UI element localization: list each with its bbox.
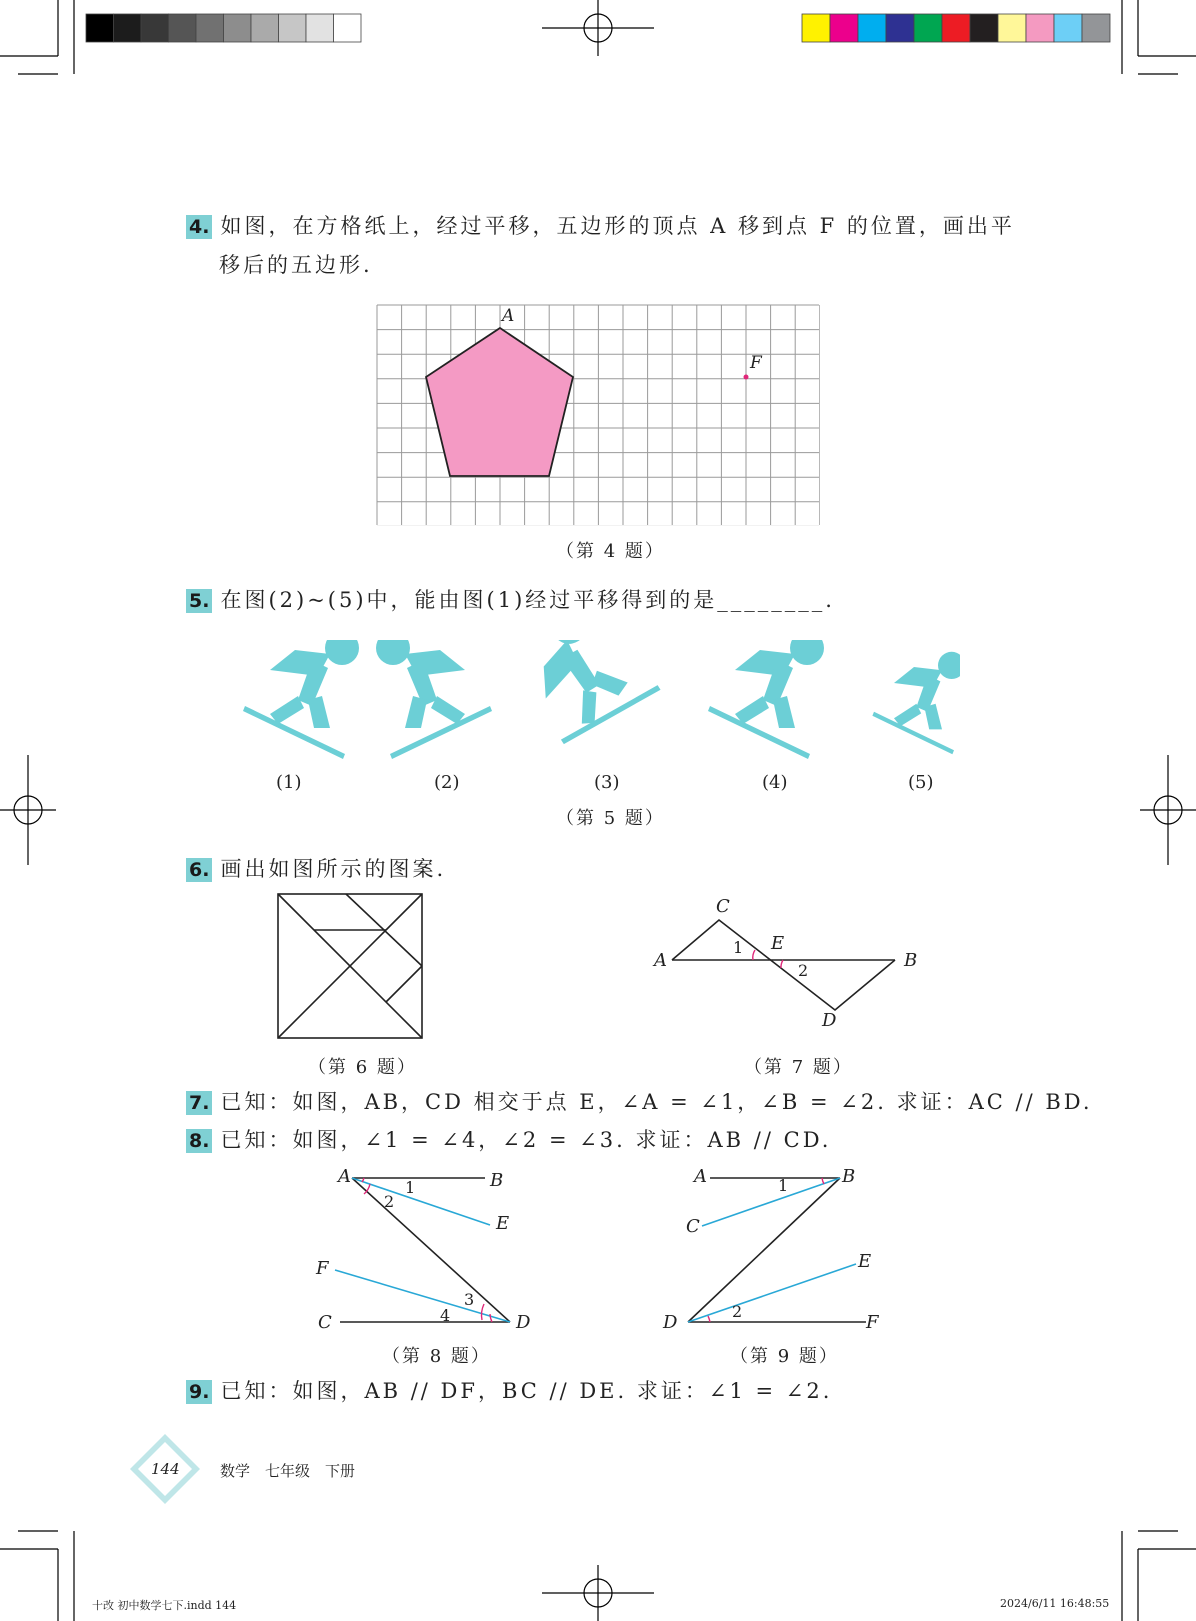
question-text: 已知：如图，AB // DF，BC // DE. 求证：∠1 = ∠2. bbox=[220, 1379, 833, 1403]
fig7-angle-2: 2 bbox=[798, 961, 809, 980]
color-swatch bbox=[1082, 14, 1110, 42]
color-swatch bbox=[858, 14, 886, 42]
fig9-label-f: F bbox=[866, 1312, 879, 1333]
grayscale-bar bbox=[86, 14, 361, 42]
fig8-label-a: A bbox=[338, 1166, 351, 1187]
fig7-label-e: E bbox=[771, 933, 785, 954]
label-a: A bbox=[502, 306, 515, 326]
question-number: 8. bbox=[186, 1129, 212, 1153]
figure-label-4: (4) bbox=[762, 772, 788, 793]
color-swatch bbox=[886, 14, 914, 42]
fig7-angle-1: 1 bbox=[733, 938, 744, 957]
question-4-line-1 bbox=[186, 212, 1015, 240]
figure-label-5: (5) bbox=[908, 772, 934, 793]
color-swatch bbox=[942, 14, 970, 42]
fig9-label-e: E bbox=[858, 1251, 872, 1272]
color-swatch bbox=[1026, 14, 1054, 42]
snowboarder-5 bbox=[872, 652, 960, 754]
caption-7: （第 7 题） bbox=[744, 1057, 853, 1078]
question-6 bbox=[186, 855, 446, 883]
point-f bbox=[744, 375, 749, 380]
fig8-angle-4: 4 bbox=[440, 1306, 451, 1325]
question-text: 在图(2)~(5)中，能由图(1)经过平移得到的是________. bbox=[220, 588, 835, 612]
fig8-label-c: C bbox=[318, 1312, 332, 1333]
figure-label-1: (1) bbox=[276, 772, 302, 793]
fig7-label-b: B bbox=[904, 950, 918, 971]
fig8-angle-3: 3 bbox=[464, 1290, 475, 1309]
question-text: 如图，在方格纸上，经过平移，五边形的顶点 A 移到点 F 的位置，画出平 bbox=[220, 214, 1015, 238]
fig9-angle-2: 2 bbox=[732, 1302, 743, 1321]
color-swatch bbox=[914, 14, 942, 42]
fig9-label-a: A bbox=[694, 1166, 707, 1187]
pentagon bbox=[426, 328, 573, 476]
snowboarder-2 bbox=[376, 640, 492, 759]
fig9-label-d: D bbox=[663, 1312, 678, 1333]
question-7 bbox=[186, 1088, 1093, 1116]
fig8-label-f: F bbox=[316, 1258, 329, 1279]
figure-label-3: (3) bbox=[594, 772, 620, 793]
page-number: 144 bbox=[151, 1460, 180, 1478]
color-swatch bbox=[169, 14, 197, 42]
snowboarder-3 bbox=[498, 640, 669, 770]
color-swatch bbox=[998, 14, 1026, 42]
color-swatch bbox=[334, 14, 362, 42]
fig8-angle-1: 1 bbox=[405, 1178, 416, 1197]
caption-9: （第 9 题） bbox=[730, 1346, 839, 1367]
snowboarder-1 bbox=[243, 640, 359, 759]
color-swatch bbox=[802, 14, 830, 42]
caption-6: （第 6 题） bbox=[308, 1057, 417, 1078]
color-swatch bbox=[86, 14, 114, 42]
fig9-angle-1: 1 bbox=[778, 1176, 789, 1195]
print-file-name: 十改 初中数学七下.indd 144 bbox=[92, 1599, 237, 1612]
question-text: 画出如图所示的图案. bbox=[220, 857, 447, 881]
caption-5: （第 5 题） bbox=[556, 808, 665, 829]
fig7-label-a: A bbox=[654, 950, 667, 971]
color-swatch bbox=[114, 14, 142, 42]
snowboarder-figures bbox=[220, 640, 960, 770]
question-8 bbox=[186, 1126, 831, 1154]
tangram-figure bbox=[276, 892, 426, 1042]
label-f: F bbox=[750, 353, 762, 373]
snowboarder-4 bbox=[708, 640, 824, 759]
color-swatch bbox=[141, 14, 169, 42]
grid-figure bbox=[376, 304, 820, 526]
question-number: 5. bbox=[186, 589, 212, 613]
question-number: 7. bbox=[186, 1091, 212, 1115]
color-swatch bbox=[306, 14, 334, 42]
book-title: 数学 七年级 下册 bbox=[220, 1462, 356, 1480]
question-text: 已知：如图，∠1 = ∠4，∠2 = ∠3. 求证：AB // CD. bbox=[220, 1128, 832, 1152]
color-swatch bbox=[279, 14, 307, 42]
figure-8 bbox=[320, 1160, 540, 1330]
fig9-label-c: C bbox=[686, 1216, 700, 1237]
color-swatch bbox=[224, 14, 252, 42]
question-9 bbox=[186, 1377, 832, 1405]
fig8-label-e: E bbox=[496, 1213, 510, 1234]
color-swatch bbox=[1054, 14, 1082, 42]
fig8-angle-2: 2 bbox=[384, 1192, 395, 1211]
question-number: 6. bbox=[186, 858, 212, 882]
fig7-label-d: D bbox=[822, 1010, 837, 1031]
fig8-label-d: D bbox=[516, 1312, 531, 1333]
color-swatch bbox=[970, 14, 998, 42]
caption-8: （第 8 题） bbox=[382, 1346, 491, 1367]
question-text: 已知：如图，AB，CD 相交于点 E，∠A = ∠1，∠B = ∠2. 求证：AC // BD. bbox=[220, 1090, 1093, 1114]
print-timestamp: 2024/6/11 16:48:55 bbox=[1000, 1597, 1110, 1610]
question-4-line-2: 移后的五边形. bbox=[219, 253, 373, 277]
color-swatch-bar bbox=[802, 14, 1110, 42]
question-5 bbox=[186, 586, 835, 614]
question-number: 4. bbox=[186, 215, 212, 239]
color-swatch bbox=[830, 14, 858, 42]
figure-label-2: (2) bbox=[434, 772, 460, 793]
figure-7 bbox=[640, 890, 920, 1030]
color-swatch bbox=[251, 14, 279, 42]
color-swatch bbox=[196, 14, 224, 42]
fig8-label-b: B bbox=[490, 1170, 504, 1191]
question-number: 9. bbox=[186, 1380, 212, 1404]
caption-4: （第 4 题） bbox=[556, 541, 665, 562]
fig9-label-b: B bbox=[842, 1166, 856, 1187]
fig7-label-c: C bbox=[716, 896, 730, 917]
